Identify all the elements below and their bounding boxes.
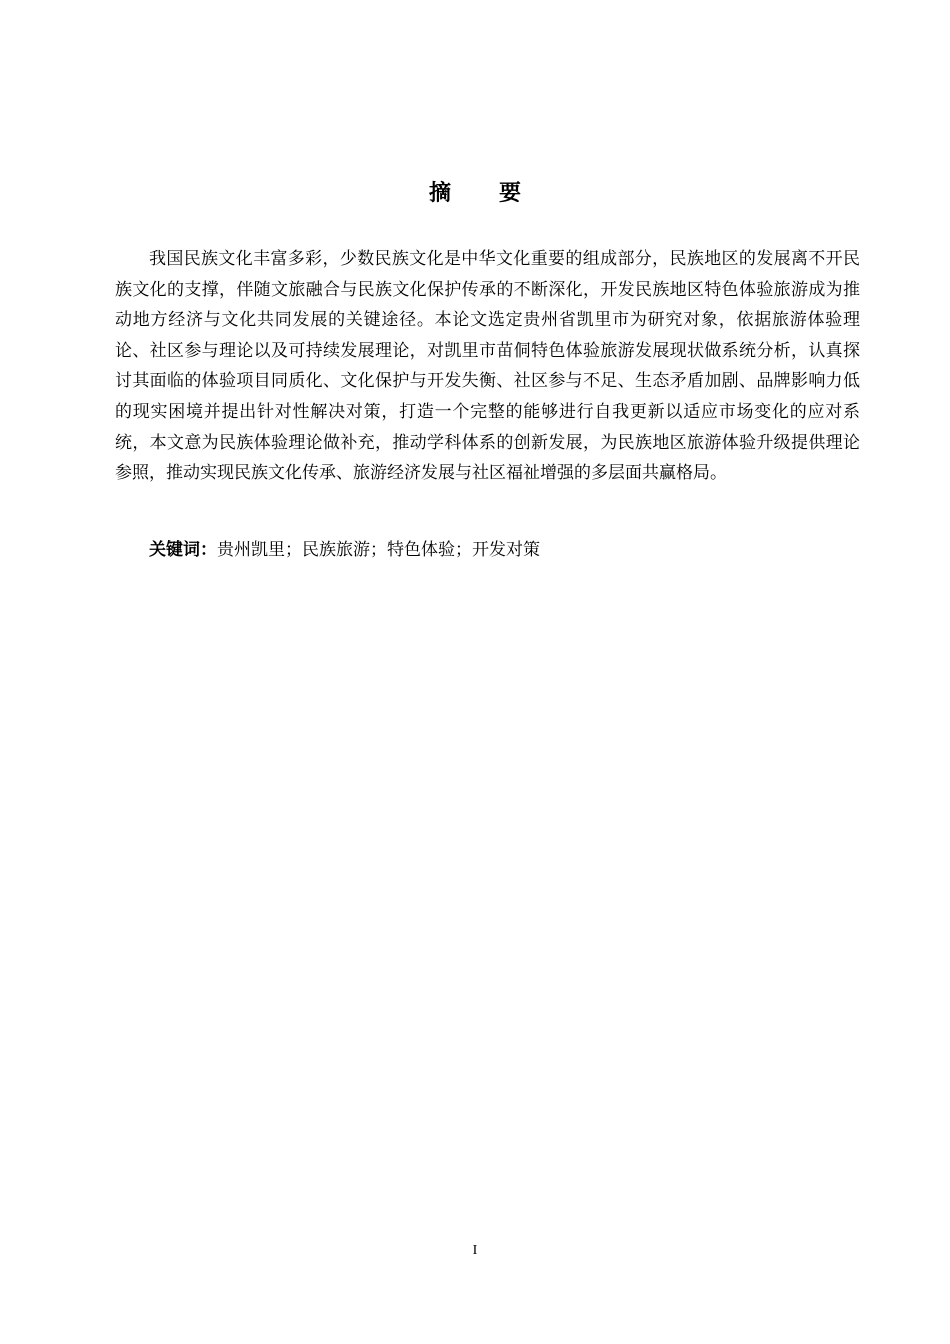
keywords-label: 关键词： [149,540,217,560]
abstract-body: 我国民族文化丰富多彩，少数民族文化是中华文化重要的组成部分，民族地区的发展离不开民族文化的支撑，伴随文旅融合与民族文化保护传承的不断深化，开发民族地区特色体验旅游成为推动地方经济与文化共同发展的关键途径。本论文选定贵州省凯里市为研究对象，依据旅游体验理论、社区参与理论以及可持续发展理论，对凯里市苗侗特色体验旅游发展现状做系统分析，认真探讨其面临的体验项目同质化、文化保护与开发失衡、社区参与不足、生态矛盾加剧、品牌影响力低的现实困境并提出针对性解决对策，打造一个完整的能够进行自我更新以适应市场变化的应对系统，本文意为民族体验理论做补充，推动学科体系的创新发展，为民族地区旅游体验升级提供理论参照，推动实现民族文化传承、旅游经济发展与社区福祉增强的多层面共赢格局。 [115,249,860,484]
page-number: I [472,1243,478,1258]
keywords-line [115,535,860,565]
page-title: 摘要 [428,181,569,206]
keywords-text: 贵州凯里；民族旅游；特色体验；开发对策 [217,540,540,560]
